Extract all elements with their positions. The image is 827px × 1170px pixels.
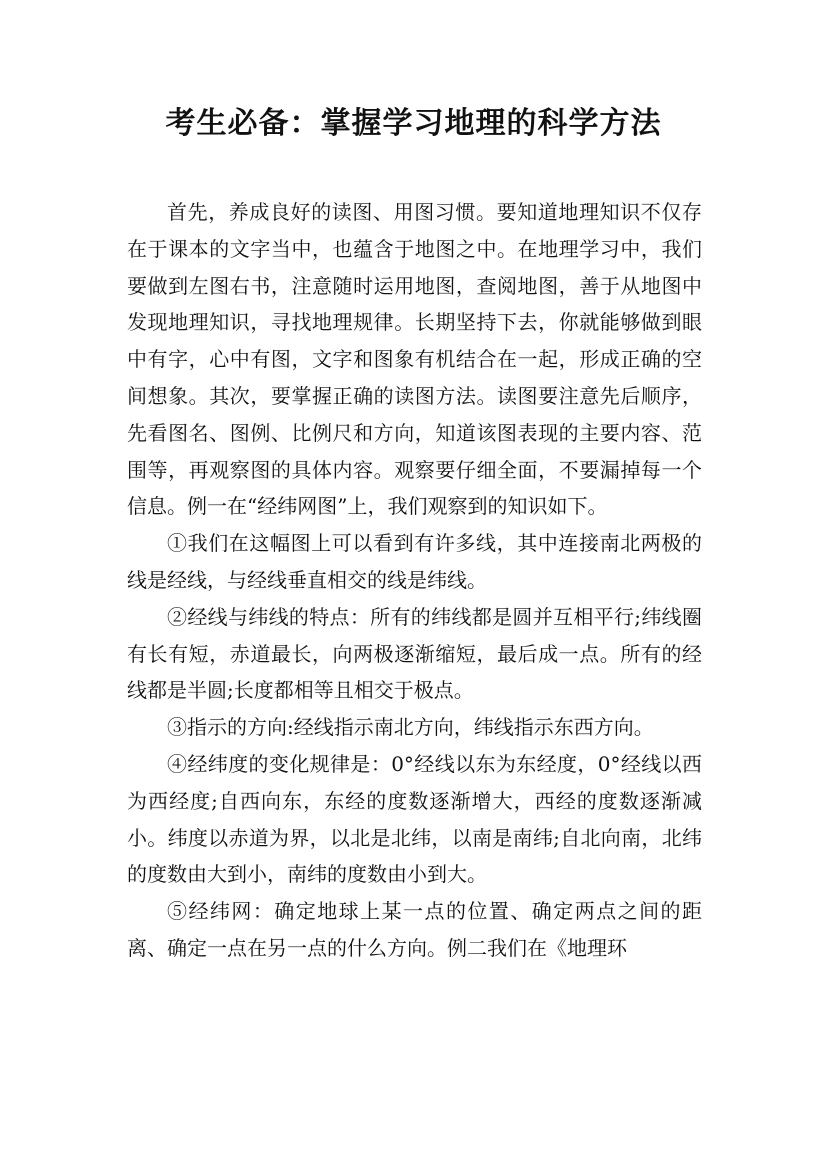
document-body — [127, 194, 702, 967]
paragraph-point-1: ①我们在这幅图上可以看到有许多线，其中连接南北两极的线是经线，与经线垂直相交的线是纬线。 — [127, 531, 702, 592]
paragraph-point-3: ③指示的方向:经线指示南北方向，纬线指示东西方向。 — [167, 715, 654, 740]
document-title: 考生必备：掌握学习地理的科学方法 — [165, 106, 662, 141]
paragraph-point-4: ④经纬度的变化规律是：0°经线以东为东经度，0°经线以西为西经度;自西向东，东经的度数逐渐增大，西经的度数逐渐减小。纬度以赤道为界，以北是北纬，以南是南纬;自北向南，北纬的度数由大到小，南纬的度数由小到大。 — [127, 751, 702, 887]
paragraph-point-2: ②经线与纬线的特点：所有的纬线都是圆并互相平行;纬线圈有长有短，赤道最长，向两极逐渐缩短，最后成一点。所有的经线都是半圆;长度都相等且相交于极点。 — [127, 604, 702, 703]
paragraph-point-5: ⑤经纬网：确定地球上某一点的位置、确定两点之间的距离、确定一点在另一点的什么方向。例二我们在《地理环 — [127, 899, 702, 960]
paragraph-intro: 首先，养成良好的读图、用图习惯。要知道地理知识不仅存在于课本的文字当中，也蕴含于地图之中。在地理学习中，我们要做到左图右书，注意随时运用地图，查阅地图，善于从地图中发现地理知识，寻找地理规律。长期坚持下去，你就能够做到眼中有字，心中有图，文字和图象有机结合在一起，形成正确的空间想象。其次，要掌握正确的读图方法。读图要注意先后顺序，先看图名、图例、比例尺和方向，知道该图表现的主要内容、范围等，再观察图的具体内容。观察要仔细全面，不要漏掉每一个信息。例一在“经纬网图”上，我们观察到的知识如下。 — [127, 200, 702, 519]
